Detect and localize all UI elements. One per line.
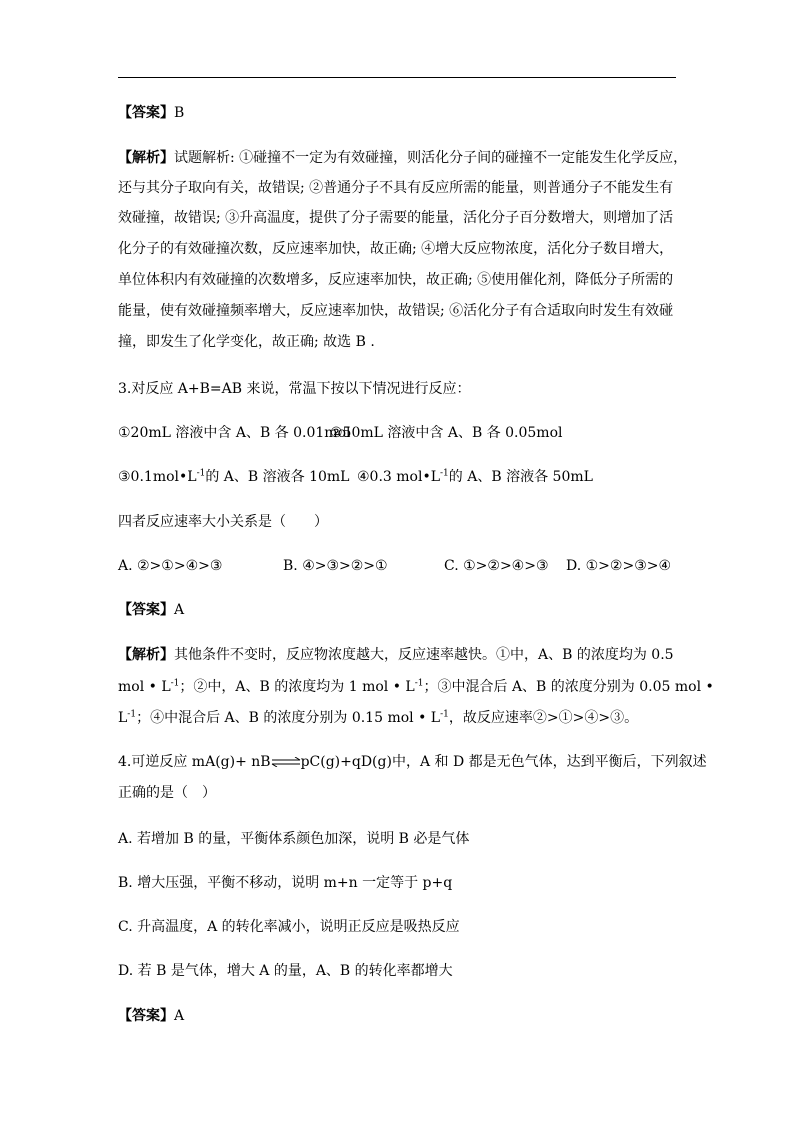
- q3-analysis-line-2: mol • $L^{-1}$；②中，A、B 的浓度均为 1 mol • $L^{-1}$；③中混合后 A、B 的浓度分别为 0.05 mol •: [118, 678, 714, 695]
- q4-option-b: B. 增大压强，平衡不移动，说明 m+n 一定等于 p+q: [118, 875, 453, 891]
- q4-option-a: A. 若增加 B 的量，平衡体系颜色加深，说明 B 必是气体: [118, 831, 470, 847]
- q2-analysis-line-6: 能量，使有效碰撞频率增大，反应速率加快，故错误; ⑥活化分子有合适取向时发生有效碰: [118, 303, 674, 319]
- q3-option-b: B. ④>③>②>①: [283, 558, 388, 574]
- q2-analysis-line-2: 还与其分子取向有关，故错误; ②普通分子不具有反应所需的能量，则普通分子不能发生有: [118, 180, 674, 196]
- q4-option-d: D. 若 B 是气体，增大 A 的量，A、B 的转化率都增大: [118, 963, 453, 979]
- q4-stem-line-1: 4.可逆反应 mA(g)+ nB pC(g)+qD(g)中，A 和 D 都是无色气体，达到平衡后，下列叙述: [118, 754, 707, 770]
- q3-analysis-line-3: $L^{-1}$；④中混合后 A、B 的浓度分别为 0.15 mol • $L^{-1}$，故反应速率②>①>④>③。: [118, 709, 639, 726]
- q4-answer: [118, 1006, 184, 1026]
- q2-analysis-line-4: 化分子的有效碰撞次数，反应速率加快，故正确; ④增大反应物浓度，活化分子数目增大，: [118, 241, 674, 257]
- equilibrium-arrow-icon: [271, 757, 301, 767]
- q3-option-d: D. ①>②>③>④: [566, 558, 672, 574]
- analysis-label: 【解析】: [118, 150, 174, 166]
- answer-label: 【答案】: [118, 602, 174, 618]
- q2-analysis-line-3: 效碰撞，故错误; ③升高温度，提供了分子需要的能量，活化分子百分数增大，则增加了活: [118, 210, 674, 226]
- q3-stem: 3.对反应 A+B=AB 来说，常温下按以下情况进行反应：: [118, 381, 471, 397]
- analysis-label: 【解析】: [118, 647, 174, 663]
- answer-value: A: [174, 1008, 185, 1024]
- q2-answer: [118, 103, 184, 123]
- answer-label: 【答案】: [118, 105, 174, 121]
- q3-option-a: A. ②>①>④>③: [118, 558, 223, 574]
- q4-option-c: C. 升高温度，A 的转化率减小，说明正反应是吸热反应: [118, 919, 460, 935]
- q2-analysis-line-7: 撞，即发生了化学变化，故正确; 故选 B .: [118, 334, 375, 350]
- header-rule: [118, 77, 676, 78]
- q3-case-2: ②50mL 溶液中含 A、B 各 0.05mol: [330, 425, 563, 441]
- q3-case-4: ④0.3 $mol•L^{-1}$的 A、B 溶液各 50mL: [357, 468, 593, 485]
- q3-analysis-line-1: 【解析】其他条件不变时，反应物浓度越大，反应速率越快。①中，A、B 的浓度均为 0.5: [118, 647, 674, 663]
- answer-value: A: [174, 602, 185, 618]
- q3-answer: [118, 600, 184, 620]
- q2-analysis-line-1: 【解析】试题解析: ①碰撞不一定为有效碰撞，则活化分子间的碰撞不一定能发生化学反应，: [118, 150, 688, 166]
- q3-question: 四者反应速率大小关系是（ ）: [118, 514, 328, 530]
- answer-label: 【答案】: [118, 1008, 174, 1024]
- q4-stem-line-2: 正确的是（ ）: [118, 785, 216, 801]
- q3-case-3: $③0.1mol•L^{-1}$的 A、B 溶液各 10mL: [118, 468, 350, 485]
- answer-value: B: [174, 105, 185, 121]
- q2-analysis-line-5: 单位体积内有效碰撞的次数增多，反应速率加快，故正确; ⑤使用催化剂，降低分子所需的: [118, 272, 674, 288]
- q3-option-c: C. ①>②>④>③: [444, 558, 549, 574]
- q3-case-1: ①20mL 溶液中含 A、B 各 0.01mol: [118, 425, 351, 441]
